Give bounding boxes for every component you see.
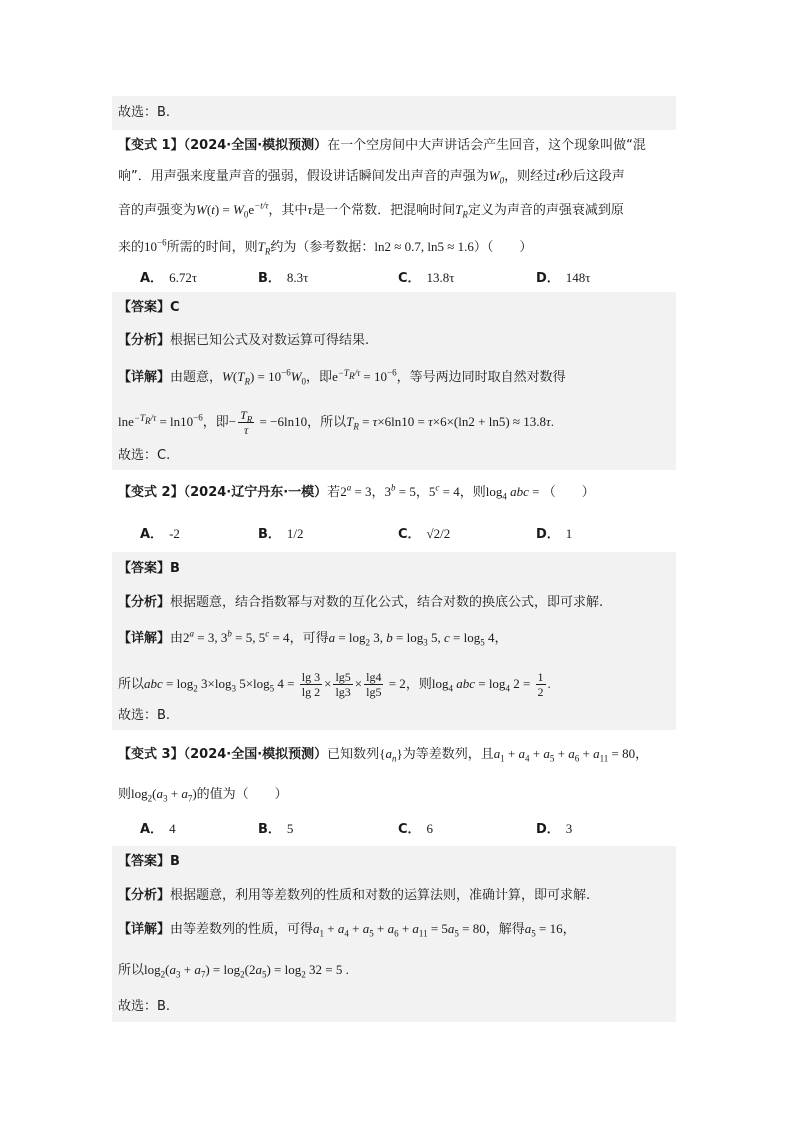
- math-fraction: $\frac{T_R}{\tau}$: [240, 408, 253, 437]
- q1-tag: 【变式 1】: [118, 138, 184, 153]
- math-formula-w: W: [196, 202, 207, 217]
- q3-conclusion: [118, 997, 170, 1017]
- answer-label: 【答案】: [118, 561, 171, 576]
- q1-text: 所需的时间，则: [166, 240, 258, 255]
- q3-analysis: [118, 886, 590, 906]
- detail-text: 由等差数列的性质，可得: [170, 922, 314, 937]
- detail-text: ，等号两边同时取自然对数得: [396, 370, 566, 385]
- q2-source: （2024·辽宁丹东·一模）: [183, 485, 328, 500]
- q3-line-2: [118, 784, 288, 805]
- q1-conclusion: [118, 446, 170, 466]
- q1-line-4: [118, 237, 532, 258]
- math-detail-5: $T_R = \tau\times 6\ln 10 = \tau\times 6\times(\ln 2 + \ln 5) \approx 13.8\tau$.: [346, 414, 554, 432]
- analysis-text: 根据题意，利用等差数列的性质和对数的运算法则，准确计算，即可求解.: [170, 888, 591, 903]
- q3-answer: [118, 852, 180, 872]
- q3-option-d[interactable]: D． 3: [536, 821, 573, 837]
- q1-text: 在一个空房间中大声讲话会产生回音，这个现象叫做“混: [327, 138, 646, 153]
- math-fraction: $\frac{1}{2}$: [537, 670, 544, 699]
- q2-option-b[interactable]: B． 1/2: [258, 526, 304, 542]
- q1-analysis: [118, 331, 369, 351]
- math-log4abc: $\log_4$ abc =: [485, 484, 543, 502]
- math-detail: $a = \log_2 3$, $b = \log_3 5$, $c = \log_5 4$: [328, 630, 495, 648]
- detail-text: 由: [170, 631, 184, 646]
- q3-tag: 【变式 3】: [118, 747, 184, 762]
- q1-text: 是一个常数．把混响时间: [312, 203, 456, 218]
- q2-analysis: [118, 593, 603, 613]
- math-sum: $a_1 + a_4 + a_5 + a_6 + a_{11} = 80$，: [493, 746, 649, 764]
- q1-answer: [118, 298, 180, 318]
- math-detail: $a_1 + a_4 + a_5 + a_6 + a_{11} = 5a_5 = 80$: [313, 921, 486, 939]
- q1-option-b[interactable]: B． 8.3τ: [258, 270, 309, 286]
- answer-value: C: [170, 300, 180, 315]
- detail-label: 【详解】: [118, 631, 171, 646]
- math-detail: $\log_4$ abc = $\log_4 2$ =: [431, 676, 534, 694]
- analysis-label: 【分析】: [118, 595, 171, 610]
- math-fraction: $\frac{\lg 3}{\lg 2}$: [301, 670, 321, 699]
- math-fraction: $\frac{\lg 5}{\lg 3}$: [335, 670, 351, 699]
- math-t: t: [556, 168, 560, 183]
- math-2a: $2^a = 3$: [340, 482, 372, 499]
- math-tr: $T_R$: [257, 239, 271, 257]
- detail-text: ，即: [202, 415, 229, 430]
- q3-text: 的值为（ ）: [196, 787, 288, 802]
- detail-text: 所以: [118, 677, 145, 692]
- q3-option-b[interactable]: B． 5: [258, 821, 294, 837]
- q2-option-a[interactable]: A． -2: [140, 526, 180, 542]
- q1-line-1: [118, 136, 646, 156]
- math-detail-4: −: [228, 414, 237, 429]
- answer-label: 【答案】: [118, 854, 171, 869]
- math-5c: $5^c = 4$: [428, 482, 460, 499]
- q3-detail-1: [118, 919, 576, 940]
- math-detail: $a_5 = 16$，: [524, 921, 576, 939]
- q2-detail-1: 【详解】由$2^a = 3$, $3^b = 5$, $5^c = 4$，可得$a = \log_2 3$, $b = \log_3 5$, $c = \log_5 4$，: [118, 628, 508, 648]
- q1-text: 来的: [118, 240, 145, 255]
- shade-top: [112, 96, 676, 130]
- q1-option-d[interactable]: D． 148τ: [536, 270, 591, 286]
- math-ten-neg6: $10^{-6}$: [144, 237, 167, 254]
- detail-text: ，解得: [485, 922, 525, 937]
- q1-text: 秒后这段声: [559, 169, 625, 184]
- answer-value: B: [170, 561, 180, 576]
- q3-source: （2024·全国·模拟预测）: [183, 747, 328, 762]
- q3-text: 已知数列: [327, 747, 380, 762]
- math-seq: $\{a_n\}$: [379, 746, 403, 764]
- math-tr: $T_R$: [455, 202, 468, 220]
- q2-line-1: [118, 482, 595, 503]
- q3-line-1: [118, 744, 648, 765]
- conclusion-text: 故选：B.: [118, 708, 171, 723]
- math-fraction: $\frac{\lg 4}{\lg 5}$: [366, 670, 382, 699]
- q1-text: 定义为声音的声强衰减到原: [467, 203, 624, 218]
- detail-text: ，可得: [289, 631, 329, 646]
- q3-text: 为等差数列，且: [402, 747, 494, 762]
- q1-text: ，则经过: [504, 169, 557, 184]
- math-log: $\log_2(a_3 + a_7)$: [131, 786, 197, 804]
- q1-option-a[interactable]: A． 6.72τ: [140, 270, 198, 286]
- q3-text: 则: [118, 787, 132, 802]
- q1-text: ）（ ）: [473, 240, 533, 255]
- math-detail-2: $e^{-T_R/\tau} = 10^{-6}$: [332, 367, 397, 384]
- q2-text: （ ）: [542, 485, 595, 500]
- analysis-text: 根据已知公式及对数运算可得结果.: [170, 333, 370, 348]
- q2-conclusion: [118, 706, 170, 726]
- q2-detail-2: 所以abc = $\log_2 3\times\log_3$ $5\times\log_5$ 4 = $\frac{\lg 3}{\lg 2}$ × $\frac{\lg 5}{\lg 3}$ × $\frac{\lg 4}{\lg 5}$ = 2，则$\log_4$ abc = $\log_4 2$ = $\frac{1}{2}$ .: [118, 670, 551, 699]
- detail-text: ，所以: [307, 415, 347, 430]
- math-detail-1: $W(T_R) = 10^{-6}W_0$: [222, 367, 307, 387]
- q1-text: 约为（参考数据：: [270, 240, 375, 255]
- q1-option-c[interactable]: C． 13.8τ: [398, 270, 455, 286]
- math-w0: $W_0$: [488, 168, 505, 186]
- q1-line-2: [118, 166, 625, 187]
- detail-text: 所以: [118, 963, 145, 978]
- q1-detail-2: $\ln e^{-T_R/\tau} = \ln 10^{-6}$，即− $\frac{T_R}{\tau}$ = −6ln10，所以$T_R = \tau\times 6\ln 10 = \tau\times 6\times(\ln 2 + \ln 5) \approx 13.8\tau$.: [118, 408, 554, 437]
- q2-answer: [118, 559, 180, 579]
- q2-text: ，: [371, 485, 385, 500]
- q1-text: 响”．用声强来度量声音的强弱，假设讲话瞬间发出声音的声强为: [118, 169, 489, 184]
- q3-detail-2: [118, 960, 349, 981]
- math-tau: τ: [307, 202, 313, 217]
- q1-text: ，其中: [268, 203, 308, 218]
- conclusion-text: 故选：B.: [118, 105, 171, 120]
- math-detail-3: $\ln e^{-T_R/\tau} = \ln 10^{-6}$: [118, 412, 203, 429]
- detail-label: 【详解】: [118, 370, 171, 385]
- math-detail: $2^a = 3$, $3^b = 5$, $5^c = 4$: [183, 628, 290, 645]
- detail-text: 由题意，: [170, 370, 223, 385]
- q1-line-3: 音的声强变为$W(t) = W_0e^{-t/\tau}$，其中τ是一个常数．把混响时间$T_R$定义为声音的声强衰减到原: [118, 200, 624, 220]
- q3-option-a[interactable]: A． 4: [140, 821, 176, 837]
- conclusion-text: 故选：C.: [118, 448, 171, 463]
- answer-value: B: [170, 854, 180, 869]
- q1-detail-1: [118, 367, 566, 388]
- detail-label: 【详解】: [118, 922, 171, 937]
- conclusion-line: [118, 103, 170, 123]
- q2-text: ，则: [459, 485, 486, 500]
- q2-tag: 【变式 2】: [118, 485, 184, 500]
- analysis-text: 根据题意，结合指数幂与对数的互化公式，结合对数的换底公式，即可求解.: [170, 595, 604, 610]
- q3-option-c[interactable]: C． 6: [398, 821, 434, 837]
- answer-label: 【答案】: [118, 300, 171, 315]
- detail-text: ，即: [306, 370, 333, 385]
- detail-text: ，则: [405, 677, 432, 692]
- q2-option-c[interactable]: C． √2/2: [398, 526, 451, 542]
- analysis-label: 【分析】: [118, 333, 171, 348]
- q1-text: 音的声强变为: [118, 203, 197, 218]
- analysis-label: 【分析】: [118, 888, 171, 903]
- conclusion-text: 故选：B.: [118, 999, 171, 1014]
- q1-source: （2024·全国·模拟预测）: [183, 138, 328, 153]
- math-detail: abc = $\log_2 3\times\log_3$ $5\times\log_5$ 4 =: [144, 676, 298, 694]
- math-3b: $3^b = 5$: [384, 482, 416, 499]
- q2-text: 若: [327, 485, 341, 500]
- q2-option-d[interactable]: D． 1: [536, 526, 573, 542]
- q2-text: ，: [415, 485, 429, 500]
- math-detail: $\log_2(a_3 + a_7) = \log_2(2a_5) = \log_2 32 = 5$ .: [144, 962, 349, 980]
- math-ref-data: ln2 ≈ 0.7, ln5 ≈ 1.6: [374, 239, 474, 254]
